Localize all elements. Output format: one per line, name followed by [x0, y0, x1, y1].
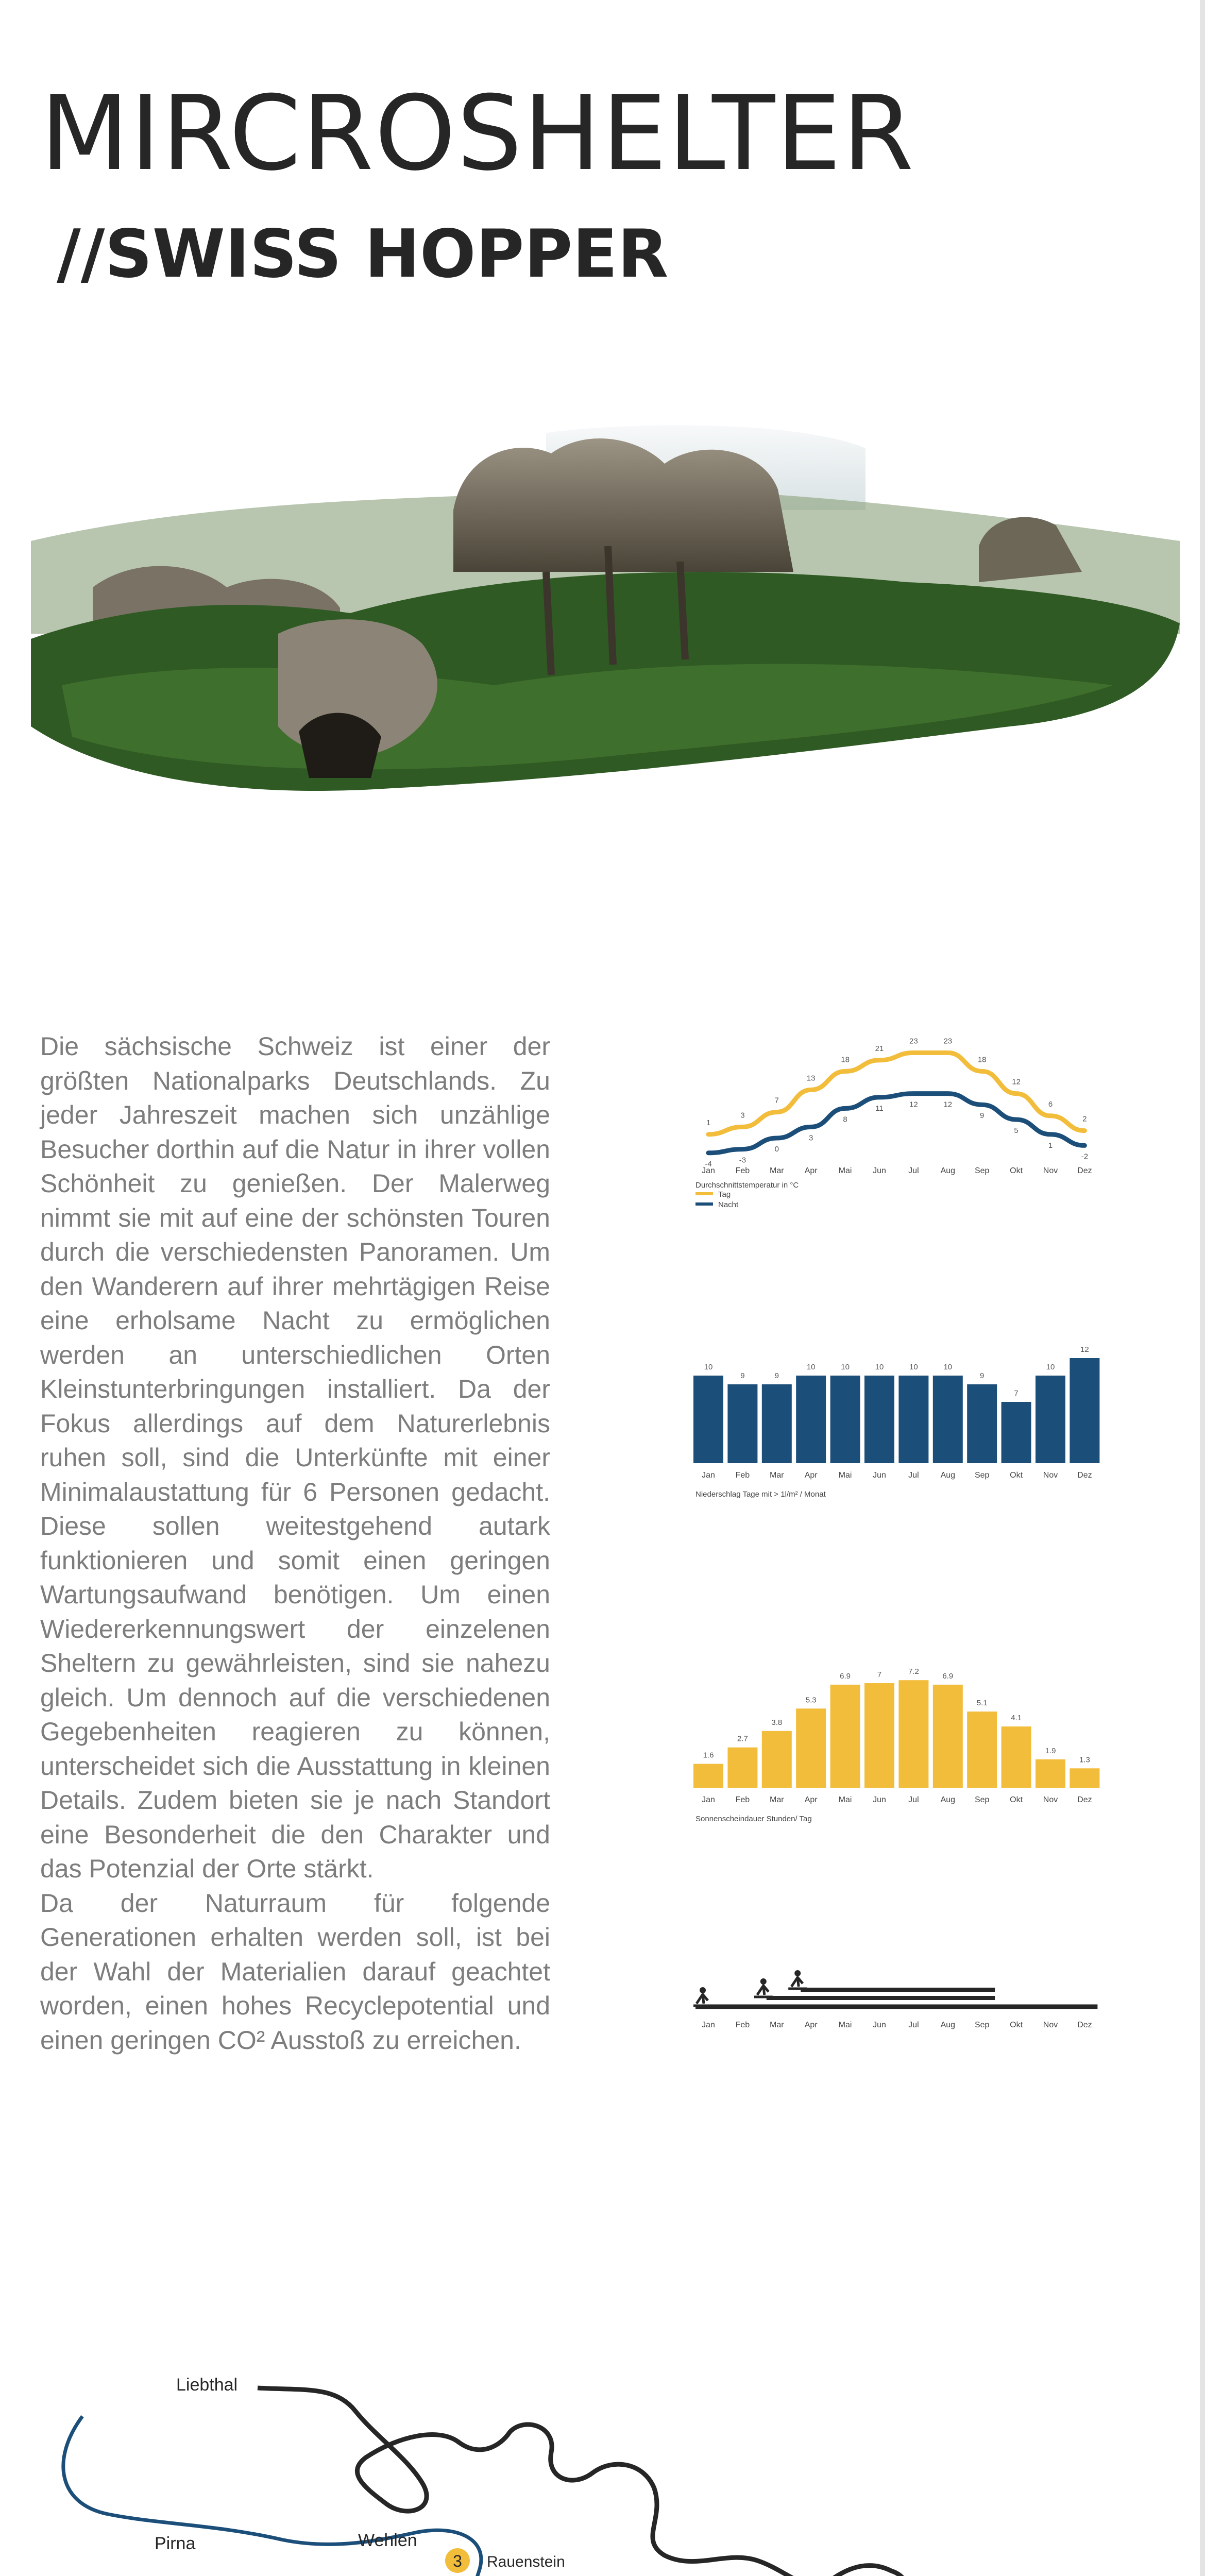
- data-label: 7: [877, 1670, 882, 1679]
- bar: [762, 1731, 792, 1788]
- data-label: 1.6: [703, 1751, 714, 1760]
- data-label: 12: [943, 1100, 953, 1109]
- tick-label: Dez: [1077, 1166, 1092, 1175]
- data-label: 8: [843, 1115, 847, 1124]
- tick-label: Jan: [702, 1795, 715, 1804]
- bar: [796, 1708, 826, 1788]
- tick-label: Jan: [702, 1166, 715, 1175]
- tick-label: Mai: [838, 1166, 852, 1175]
- bar: [830, 1685, 860, 1788]
- landscape-image: [31, 417, 1180, 809]
- data-label: 3: [740, 1111, 745, 1120]
- tick-label: Jul: [908, 1795, 919, 1804]
- tick-label: Sep: [974, 1471, 990, 1480]
- data-label: 1: [706, 1118, 711, 1127]
- data-label: 1.3: [1079, 1755, 1090, 1765]
- data-label: 23: [943, 1037, 953, 1046]
- tick-label: Apr: [804, 1166, 818, 1175]
- tick-label: Okt: [1010, 2021, 1023, 2029]
- tick-label: Mar: [770, 1795, 784, 1804]
- tick-label: Apr: [804, 1795, 818, 1804]
- tick-label: Feb: [735, 1471, 750, 1480]
- tick-label: Mar: [770, 1166, 784, 1175]
- place-pirna: Pirna: [155, 2534, 196, 2553]
- skier-icon-body: [693, 1994, 712, 2006]
- tick-label: Aug: [940, 1795, 956, 1804]
- tick-label: Mai: [838, 2021, 852, 2029]
- legend-label-tag: Tag: [718, 1190, 731, 1199]
- data-label: 9: [980, 1111, 985, 1121]
- data-label: 12: [909, 1100, 918, 1109]
- page-title: MIRCROSHELTER: [40, 74, 915, 194]
- hiker-icon-body: [788, 1977, 807, 1989]
- data-label: 6: [1048, 1099, 1053, 1109]
- tick-label: Mai: [838, 1471, 852, 1480]
- place-rauenstein: Rauenstein: [487, 2553, 565, 2570]
- data-label: 7: [1014, 1389, 1019, 1398]
- tick-label: Jan: [702, 2021, 715, 2029]
- bar: [1036, 1376, 1065, 1463]
- tick-label: Mar: [770, 1471, 784, 1480]
- tick-label: Jul: [908, 2021, 919, 2029]
- tick-label: Aug: [940, 1166, 956, 1175]
- tick-label: Dez: [1077, 1471, 1092, 1480]
- data-label: 9: [980, 1371, 985, 1380]
- data-label: 18: [977, 1055, 987, 1064]
- tick-label: Jun: [873, 1471, 886, 1480]
- data-label: -3: [739, 1156, 746, 1165]
- map-marker-3: 3: [453, 2552, 462, 2570]
- data-label: 5: [1014, 1126, 1019, 1135]
- bar: [796, 1376, 826, 1463]
- tick-label: Jul: [908, 1166, 919, 1175]
- tick-label: Sep: [974, 1795, 990, 1804]
- data-label: 18: [841, 1055, 850, 1064]
- tick-label: Feb: [735, 1795, 750, 1804]
- sunshine-chart: [685, 1649, 1108, 1834]
- tick-label: Dez: [1077, 1795, 1092, 1804]
- data-label: 12: [1080, 1345, 1089, 1354]
- description-text: [40, 1029, 550, 2057]
- data-label: 9: [740, 1371, 745, 1380]
- data-label: 1: [1048, 1141, 1053, 1150]
- legend-title: Durchschnittstemperatur in °C: [695, 1181, 799, 1190]
- tick-label: Mai: [838, 1795, 852, 1804]
- data-label: 12: [1012, 1077, 1021, 1087]
- tick-label: Mar: [770, 2021, 784, 2029]
- data-label: 10: [704, 1363, 713, 1371]
- tick-label: Nov: [1043, 1471, 1058, 1480]
- data-label: 23: [909, 1037, 918, 1046]
- bar: [693, 1376, 723, 1463]
- place-wehlen: Wehlen: [358, 2531, 417, 2550]
- temperature-chart: [685, 1018, 1108, 1234]
- bar: [898, 1376, 928, 1463]
- data-label: 4.1: [1011, 1714, 1022, 1723]
- data-label: 6.9: [840, 1671, 851, 1681]
- page-subtitle: //SWISS HOPPER: [57, 216, 669, 293]
- data-label: 10: [1046, 1363, 1055, 1371]
- precipitation-chart: [685, 1309, 1108, 1515]
- bar: [1070, 1358, 1099, 1463]
- bar: [967, 1711, 997, 1788]
- data-label: 7.2: [908, 1667, 919, 1676]
- series-line-nacht: [708, 1094, 1084, 1153]
- data-label: 2: [1082, 1114, 1087, 1124]
- bar: [830, 1376, 860, 1463]
- cyclist-icon-body: [754, 1986, 773, 1997]
- data-label: 9: [774, 1371, 779, 1380]
- tick-label: Jul: [908, 1471, 919, 1480]
- tick-label: Apr: [804, 2021, 818, 2029]
- tick-label: Sep: [974, 2021, 990, 2029]
- data-label: 10: [806, 1363, 816, 1371]
- bar: [1070, 1768, 1099, 1788]
- data-label: 6.9: [942, 1671, 954, 1681]
- data-label: 5.1: [976, 1699, 988, 1708]
- route-map: [46, 2354, 1128, 2576]
- tick-label: Nov: [1043, 2021, 1058, 2029]
- activity-timeline: [685, 1958, 1108, 2050]
- cyclist-icon: [754, 1978, 773, 1997]
- tick-label: Feb: [735, 1166, 750, 1175]
- page-edge: [1200, 0, 1205, 2576]
- axis-label: Niederschlag Tage mit > 1l/m² / Monat: [695, 1490, 826, 1499]
- hiker-icon: [788, 1970, 807, 1989]
- tick-label: Jun: [873, 1166, 886, 1175]
- tick-label: Aug: [940, 1471, 956, 1480]
- data-label: 21: [875, 1044, 884, 1053]
- tick-label: Aug: [940, 2021, 956, 2029]
- data-label: 2.7: [737, 1734, 748, 1743]
- data-label: 10: [841, 1363, 850, 1371]
- tick-label: Dez: [1077, 2021, 1092, 2029]
- data-label: 3: [809, 1133, 813, 1143]
- skier-icon: [693, 1987, 712, 2006]
- tick-label: Okt: [1010, 1795, 1023, 1804]
- bar: [1002, 1726, 1031, 1788]
- tick-label: Jun: [873, 1795, 886, 1804]
- description-paragraph-2: Da der Naturraum für folgende Generationen erhalten werden soll, ist bei der Wahl der Materialien darauf geachtet worden, einen hohes Recyclepotential und einen geringen CO² Ausstoß zu erreichen.: [40, 1888, 550, 2055]
- data-label: 7: [774, 1096, 779, 1105]
- bar: [967, 1384, 997, 1463]
- bar: [864, 1376, 894, 1463]
- data-label: -4: [705, 1159, 712, 1168]
- bar: [933, 1376, 963, 1463]
- bar: [693, 1764, 723, 1788]
- tick-label: Sep: [974, 1166, 990, 1175]
- legend-label-nacht: Nacht: [718, 1200, 739, 1209]
- tick-label: Nov: [1043, 1166, 1058, 1175]
- bar: [1002, 1402, 1031, 1463]
- bar: [864, 1683, 894, 1788]
- data-label: 10: [943, 1363, 953, 1371]
- data-label: 1.9: [1045, 1746, 1056, 1755]
- data-label: -2: [1081, 1152, 1089, 1161]
- place-liebthal: Liebthal: [176, 2375, 238, 2395]
- description-paragraph-1: Die sächsische Schweiz ist einer der größten Nationalparks Deutschlands. Zu jeder Jahreszeit machen sich unzählige Besucher dorthin auf die Natur in ihrer vollen Schönheit zu genießen. Der Malerweg nimmt sie mit auf eine der schönsten Touren durch die verschiedensten Panoramen. Um den Wanderern auf ihrer mehrtägigen Reise eine erholsame Nacht zu ermöglichen werden an unterschiedlichen Orten Kleinstunterbringungen installiert. Da der Fokus allerdings auf dem Naturerlebnis ruhen soll, sind die Unterkünfte mit einer Minimalaustattung für 6 Personen gedacht. Diese sollen weitestgehend autark funktionieren und somit einen geringen Wartungsaufwand benötigen. Um einen Wiedererkennungswert der einzelenen Sheltern zu gewährleisten, sind sie nahezu gleich. Um dennoch auf die verschiedenen Gegebenheiten reagieren zu können, unterscheidet sich die Ausstattung in kleinen Details. Zudem bieten sie je nach Standort eine Besonderheit die den Charakter und das Potenzial der Orte stärkt.: [40, 1032, 550, 1883]
- tick-label: Okt: [1010, 1166, 1023, 1175]
- tick-label: Feb: [735, 2021, 750, 2029]
- data-label: 5.3: [805, 1696, 817, 1705]
- bar: [898, 1680, 928, 1788]
- bar: [1036, 1759, 1065, 1788]
- data-label: 10: [909, 1363, 918, 1371]
- tick-label: Nov: [1043, 1795, 1058, 1804]
- tick-label: Apr: [804, 1471, 818, 1480]
- data-label: 10: [875, 1363, 884, 1371]
- axis-label: Sonnenscheindauer Stunden/ Tag: [695, 1815, 812, 1823]
- bar: [933, 1685, 963, 1788]
- tick-label: Okt: [1010, 1471, 1023, 1480]
- data-label: 11: [875, 1104, 884, 1113]
- data-label: 3.8: [771, 1718, 783, 1727]
- tick-label: Jun: [873, 2021, 886, 2029]
- tick-label: Jan: [702, 1471, 715, 1480]
- bar: [727, 1384, 757, 1463]
- data-label: 0: [774, 1145, 779, 1154]
- bar: [762, 1384, 792, 1463]
- data-label: 13: [806, 1074, 816, 1083]
- bar: [727, 1748, 757, 1788]
